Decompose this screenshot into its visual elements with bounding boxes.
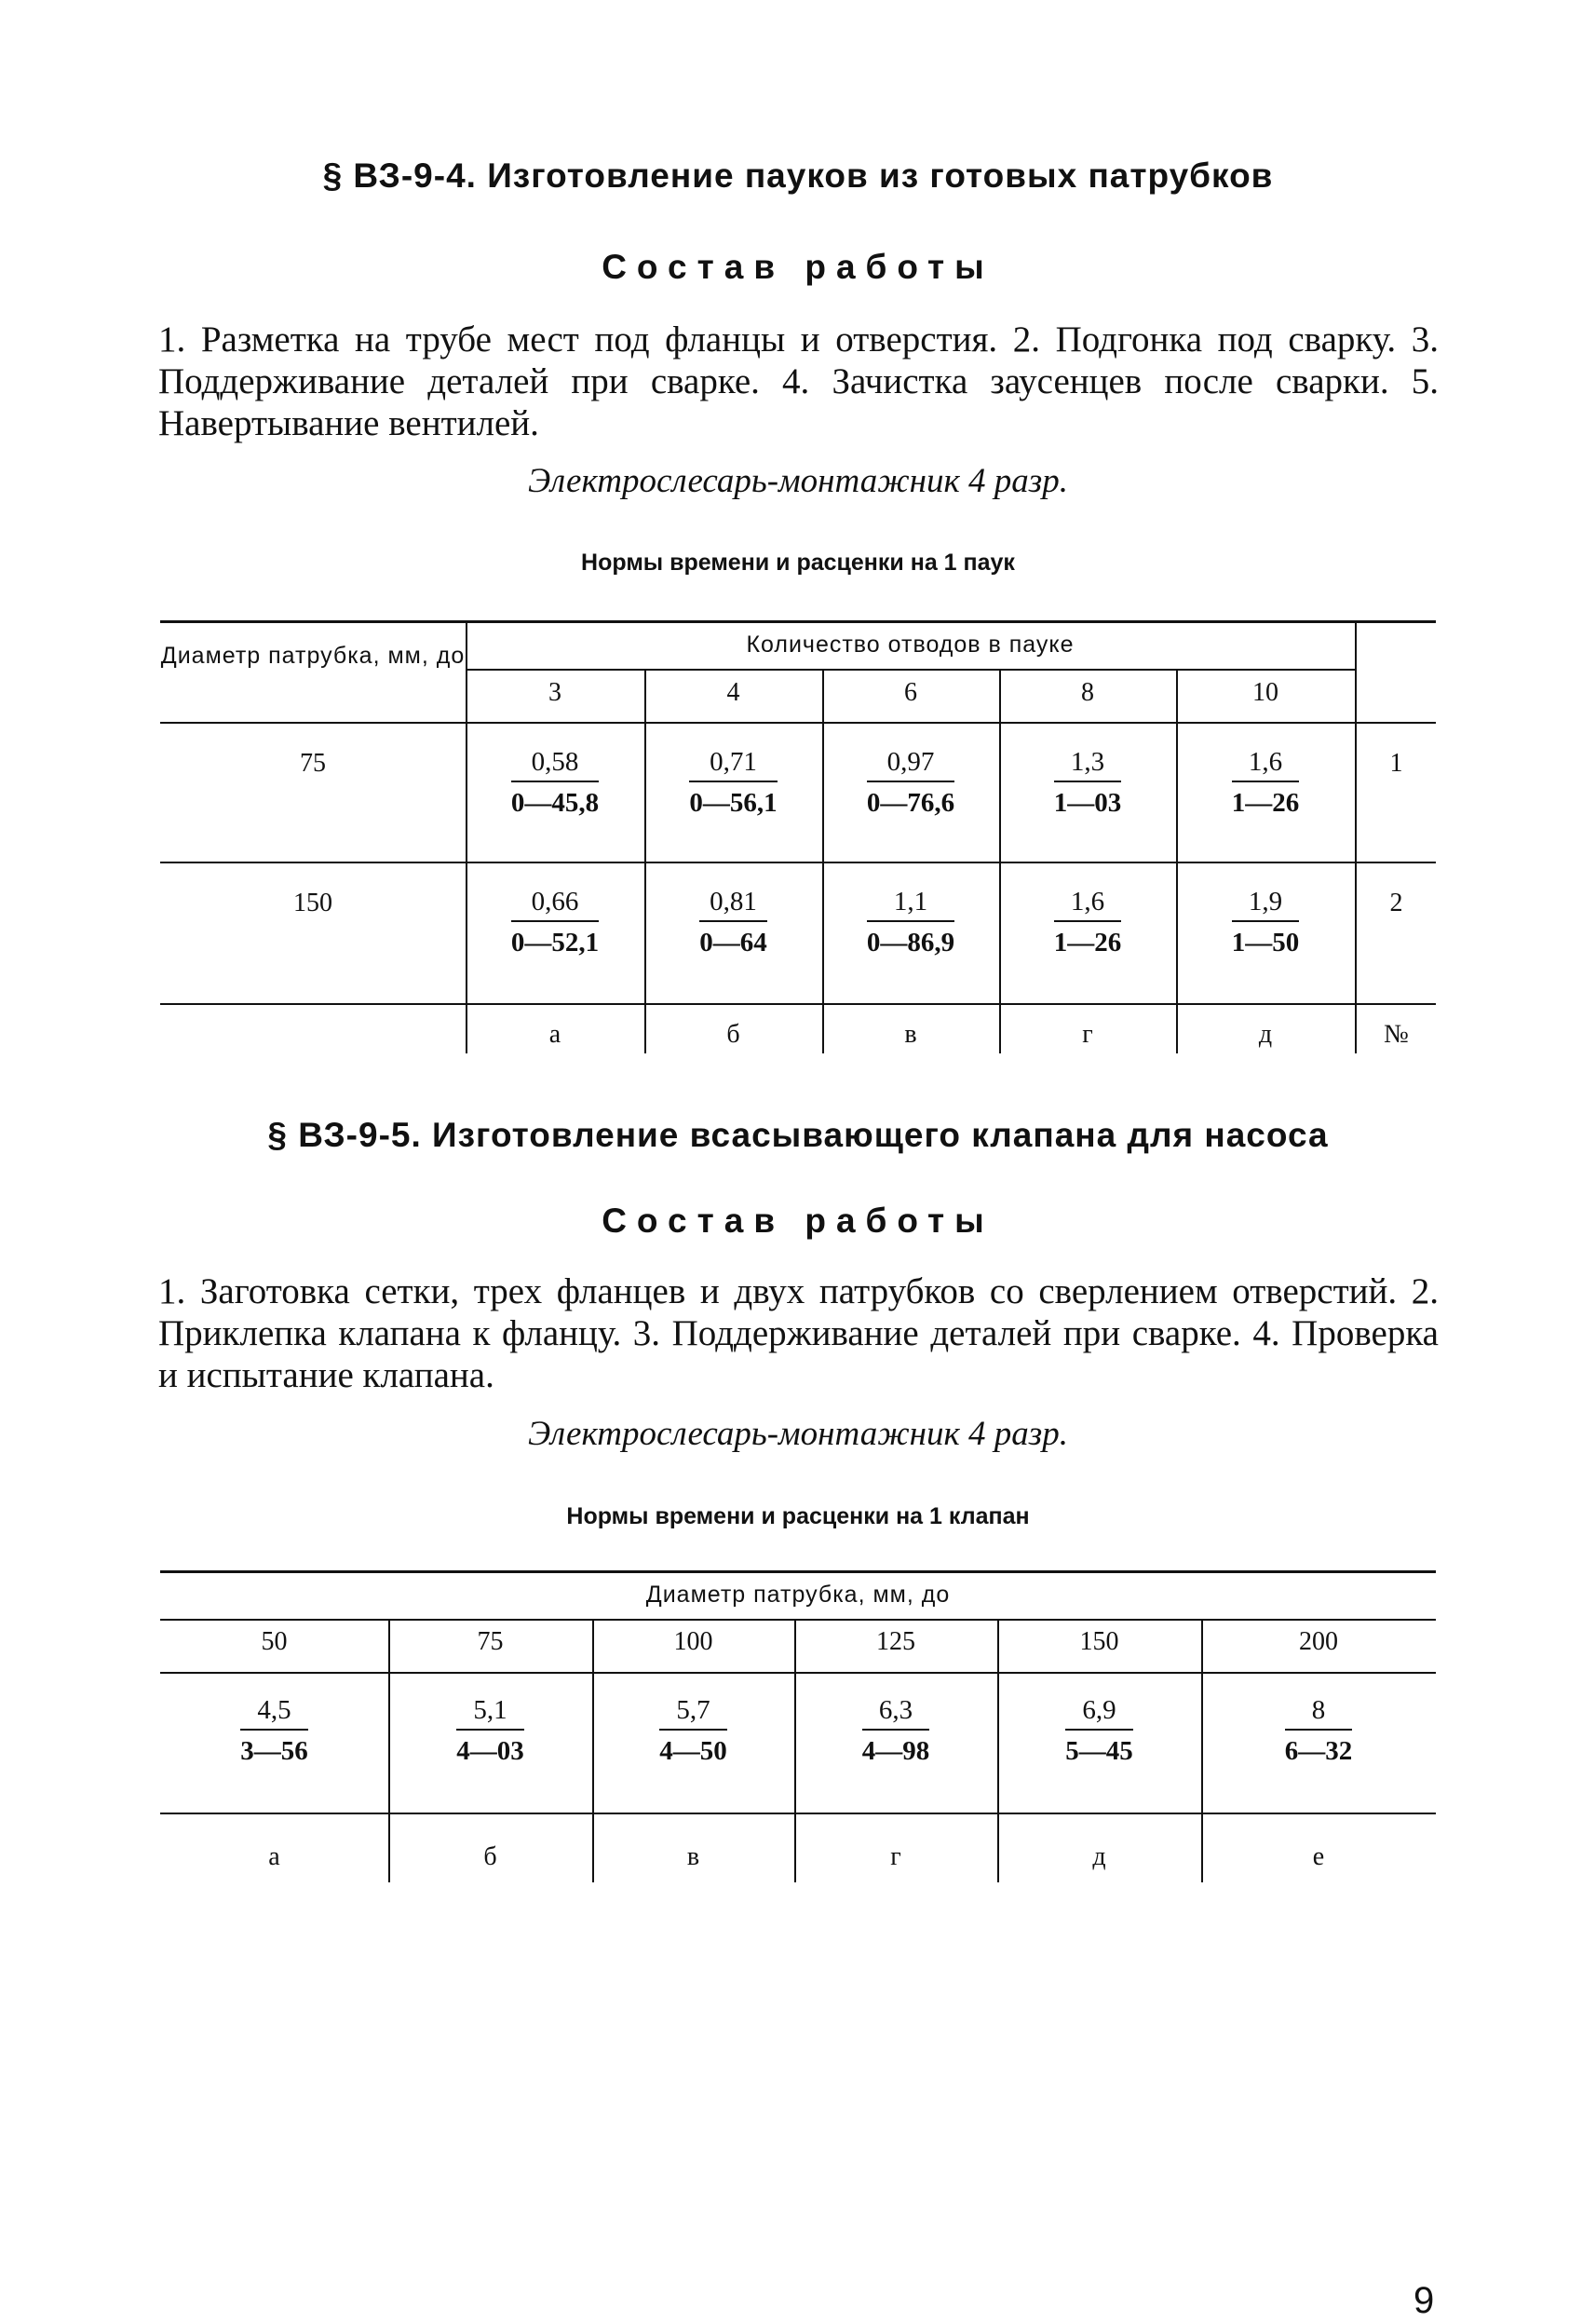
table-1-footer-letter: д — [1258, 1020, 1273, 1049]
table-1-cell — [511, 745, 599, 822]
table-2-body-rule — [160, 1813, 1436, 1814]
table-1-row-diameter: 75 — [300, 749, 326, 778]
price-value: 1—26 — [1231, 788, 1300, 818]
norm-value: 0,71 — [689, 745, 777, 782]
table-1-col-header: 6 — [904, 678, 917, 707]
table-2-cell — [1065, 1693, 1133, 1770]
norm-value: 8 — [1285, 1693, 1353, 1731]
section-2-table-caption: Нормы времени и расценки на 1 клапан — [566, 1503, 1030, 1529]
norm-value: 4,5 — [240, 1693, 308, 1731]
table-2-col-header: 200 — [1299, 1627, 1338, 1656]
table-2-col-header: 150 — [1079, 1627, 1119, 1656]
norm-value: 0,58 — [511, 745, 599, 782]
norm-value: 0,81 — [699, 885, 767, 922]
table-1-top-rule — [160, 620, 1436, 623]
norm-value: 0,66 — [511, 885, 599, 922]
table-1-vline — [644, 669, 646, 1053]
norm-value: 5,1 — [456, 1693, 524, 1731]
price-value: 5—45 — [1065, 1736, 1133, 1766]
table-1-vline — [999, 669, 1001, 1053]
table-1-col-header: 3 — [548, 678, 561, 707]
table-2-col-header: 75 — [477, 1627, 504, 1656]
section-1-title: § ВЗ-9-4. Изготовление пауков из готовых патрубков — [322, 156, 1274, 195]
table-2-col-header: 100 — [673, 1627, 713, 1656]
norm-value: 6,9 — [1065, 1693, 1133, 1731]
price-value: 0—76,6 — [866, 788, 955, 818]
table-1-vline — [1176, 669, 1178, 1053]
norm-value: 6,3 — [862, 1693, 930, 1731]
table-1-cell — [1232, 885, 1300, 961]
table-1-col-header: 8 — [1081, 678, 1094, 707]
section-2-worker: Электрослесарь-монтажник 4 разр. — [528, 1415, 1068, 1453]
table-1-col-header: 10 — [1252, 678, 1278, 707]
table-1-body-rule — [160, 1003, 1436, 1005]
table-1-header-group: Количество отводов в пауке — [746, 631, 1075, 658]
table-1-row-number: 2 — [1389, 889, 1403, 917]
price-value: 0—45,8 — [510, 788, 600, 818]
table-1-footer-letter: б — [726, 1020, 740, 1049]
table-1-header-rule — [160, 722, 1436, 724]
table-1-col-header: 4 — [726, 678, 740, 707]
table-2-cell — [240, 1693, 308, 1770]
section-2-composition-text: 1. Заготовка сетки, трех фланцев и двух патрубков со сверлением отверстий. 2. Приклепка клапана к фланцу. 3. Поддерживание деталей при сварке. 4. Проверка и испытание клапана. — [158, 1271, 1439, 1395]
table-1-footer-letter: г — [1082, 1020, 1093, 1049]
table-1-cell — [689, 745, 777, 822]
price-value: 3—56 — [240, 1736, 308, 1766]
table-2-footer-letter: г — [890, 1842, 901, 1871]
table-2-footer-letter: д — [1092, 1842, 1106, 1871]
section-2-title: § ВЗ-9-5. Изготовление всасывающего клапана для насоса — [267, 1116, 1329, 1154]
table-1-cell — [1232, 745, 1300, 822]
table-2-footer-letter: б — [483, 1842, 497, 1871]
table-2-col-header: 125 — [876, 1627, 915, 1656]
price-value: 0—52,1 — [510, 928, 600, 957]
table-2-cell — [659, 1693, 727, 1770]
price-value: 0—86,9 — [866, 928, 955, 957]
price-value: 4—98 — [861, 1736, 930, 1766]
section-1-table-caption: Нормы времени и расценки на 1 паук — [581, 550, 1015, 576]
page-number: 9 — [1413, 2280, 1435, 2321]
price-value: 1—03 — [1053, 788, 1122, 818]
table-2-col-header: 50 — [261, 1627, 288, 1656]
price-value: 0—56,1 — [689, 788, 778, 818]
norm-value: 1,6 — [1054, 885, 1122, 922]
table-1-cell — [1054, 745, 1122, 822]
table-2-cell — [1285, 1693, 1353, 1770]
section-1-composition-heading: Состав работы — [602, 248, 994, 286]
table-2-cell — [456, 1693, 524, 1770]
price-value: 0—64 — [699, 928, 767, 957]
table-2-header-rule — [160, 1672, 1436, 1674]
table-1-cell — [699, 885, 767, 961]
section-1-composition-text: 1. Разметка на трубе мест под фланцы и отверстия. 2. Подгонка под сварку. 3. Поддерживание деталей при сварке. 4. Зачистка заусенцев после сварки. 5. Навертывание вентилей. — [158, 319, 1439, 443]
table-1-cell — [511, 885, 599, 961]
table-1-header-diameter: Диаметр патрубка, мм, до — [160, 643, 466, 669]
table-2-subheader-rule — [160, 1619, 1436, 1621]
table-1-cell — [1054, 885, 1122, 961]
table-1-footer-letter: в — [904, 1020, 917, 1049]
norm-value: 1,9 — [1232, 885, 1300, 922]
table-2-footer-letter: е — [1312, 1842, 1325, 1871]
table-1-row-diameter: 150 — [293, 889, 332, 917]
section-1-worker: Электрослесарь-монтажник 4 разр. — [528, 462, 1068, 500]
table-1-cell — [867, 745, 954, 822]
table-2-footer-letter: а — [268, 1842, 280, 1871]
table-2-cell — [862, 1693, 930, 1770]
table-1-footer-num: № — [1384, 1020, 1409, 1049]
table-1-vline — [1355, 620, 1357, 1053]
norm-value: 1,1 — [867, 885, 954, 922]
norm-value: 1,3 — [1054, 745, 1122, 782]
table-1-footer-letter: а — [548, 1020, 561, 1049]
price-value: 6—32 — [1284, 1736, 1353, 1766]
table-1-subheader-rule — [466, 669, 1355, 671]
norm-value: 5,7 — [659, 1693, 727, 1731]
table-2-footer-letter: в — [686, 1842, 700, 1871]
price-value: 1—26 — [1053, 928, 1122, 957]
norm-value: 0,97 — [867, 745, 954, 782]
table-1-row-rule — [160, 862, 1436, 863]
price-value: 1—50 — [1231, 928, 1300, 957]
table-1-row-number: 1 — [1389, 749, 1403, 778]
table-1-cell — [867, 885, 954, 961]
section-2-composition-heading: Состав работы — [602, 1202, 994, 1240]
table-2-top-rule — [160, 1570, 1436, 1573]
price-value: 4—50 — [659, 1736, 727, 1766]
norm-value: 1,6 — [1232, 745, 1300, 782]
table-2-header-group: Диаметр патрубка, мм, до — [645, 1582, 951, 1608]
price-value: 4—03 — [456, 1736, 524, 1766]
table-1-vline — [822, 669, 824, 1053]
